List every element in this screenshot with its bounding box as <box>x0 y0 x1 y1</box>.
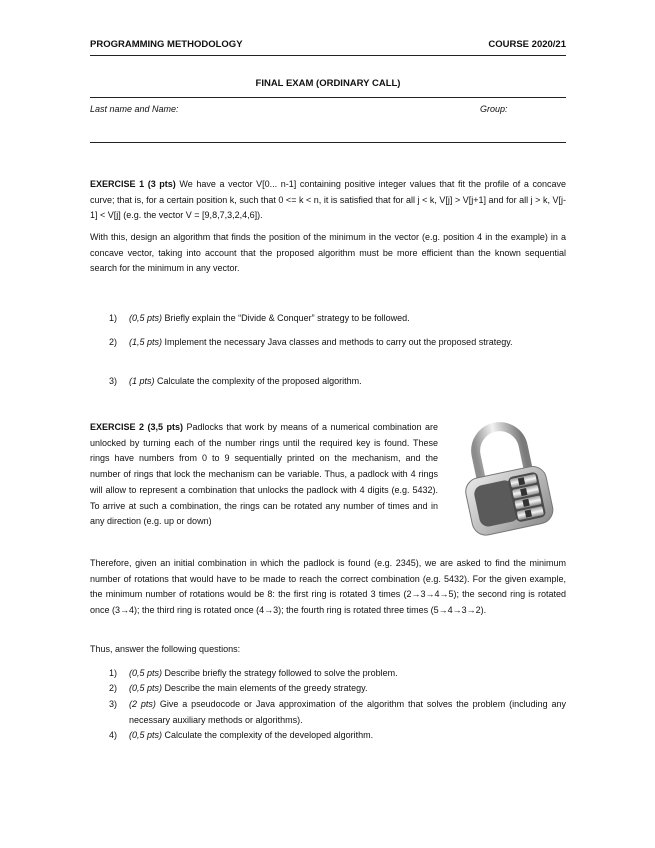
exercise2-task: Therefore, given an initial combination in which the padlock is found (e.g. 2345), we are asked to find the minimum number of rotations that would have to be made to reach the correct combination (e.g. 5432). For the given example, the minimum number of rotations would be 8: the first ring is rotated 3 times (2→3→4→5); the second ring is rotated once (3→4); the third ring is rotated once (4→3); the fourth ring is rotated three times (5→4→3→2). <box>90 558 566 615</box>
exercise2-question: 3) (2 pts) Give a pseudocode or Java approximation of the algorithm that solves the problem (including any necessary auxiliary methods or algorithms). <box>109 699 566 725</box>
page-header <box>90 39 566 53</box>
group-label: Group: <box>480 104 508 114</box>
course-name: PROGRAMMING METHODOLOGY <box>90 39 243 50</box>
exercise2-question: 2) (0,5 pts) Describe the main elements of the greedy strategy. <box>109 683 368 693</box>
exercise2-intro <box>90 420 438 530</box>
student-info-row <box>90 104 566 114</box>
name-label: Last name and Name: <box>90 104 179 114</box>
exercise1-task: With this, design an algorithm that finds the position of the minimum in the vector (e.g. position 4 in the example) in a concave vector, taking into account that the proposed algorithm must be more efficient than the known sequential search for the minimum in any vector. <box>90 232 566 273</box>
course-year: COURSE 2020/21 <box>488 39 566 50</box>
exam-title: FINAL EXAM (ORDINARY CALL) <box>255 78 401 89</box>
exercise2-heading: EXERCISE 2 (3,5 pts) <box>90 422 183 432</box>
name-divider <box>90 142 566 143</box>
padlock-icon <box>448 420 566 538</box>
exercise2-question: 4) (0,5 pts) Calculate the complexity of the developed algorithm. <box>109 730 374 740</box>
exercise1-intro <box>90 177 566 224</box>
exercise1-question: 1) (0,5 pts) Briefly explain the “Divide & Conquer” strategy to be followed. <box>109 313 410 323</box>
exercise1-heading: EXERCISE 1 (3 pts) <box>90 179 176 189</box>
exercise2-question: 1) (0,5 pts) Describe briefly the strategy followed to solve the problem. <box>109 668 398 678</box>
header-divider <box>90 55 566 56</box>
exercise1-text: We have a vector V[0... n-1] containing positive integer values that fit the profile of a concave curve; that is, for a certain position k, such that 0 <= k < n, it is satisfied that for all j < k, V[j] > V[j+1] and for all j > k, V[j-1] < V[j] (e.g. the vector V = [9,8,7,3,2,4,6]). <box>90 179 566 220</box>
padlock-image <box>448 420 566 538</box>
exercise1-question: 2) (1,5 pts) Implement the necessary Java classes and methods to carry out the proposed strategy. <box>109 337 513 347</box>
exercise1-question: 3) (1 pts) Calculate the complexity of the proposed algorithm. <box>109 376 362 386</box>
title-divider <box>90 97 566 98</box>
exercise2-text: Padlocks that work by means of a numerical combination are unlocked by turning each of the number rings until the required key is found. These rings have numbers from 0 to 9 sequentially printed on the mechanism, and the number of rings that lock the mechanism can be variable. Thus, a padlock with 4 rings will allow to represent a combination that unlocks the padlock with 4 digits (e.g. 5432). To arrive at such a combination, the rings can be rotated any number of times and in any direction (e.g. up or down) <box>90 422 438 527</box>
exercise2-instruction: Thus, answer the following questions: <box>90 644 241 654</box>
